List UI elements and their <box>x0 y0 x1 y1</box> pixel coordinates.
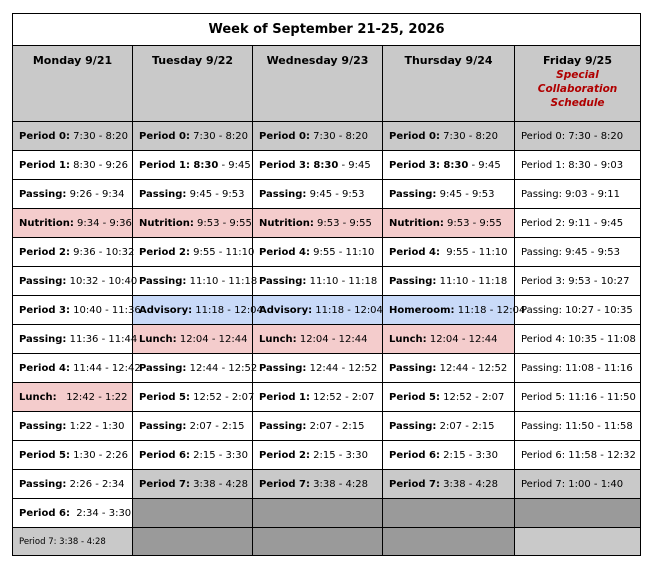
day-header-wednesday: Wednesday 9/23 <box>253 46 383 122</box>
slot-thursday <box>383 267 515 296</box>
slot-friday <box>515 470 641 499</box>
slot-thursday <box>383 238 515 267</box>
slot-time: 11:18 - 12:04 <box>312 304 383 316</box>
slot-time: 12:44 - 12:52 <box>306 362 378 374</box>
schedule-row <box>13 412 641 441</box>
slot-time: 2:07 - 2:15 <box>436 420 495 432</box>
slot-label: Passing: <box>19 420 67 432</box>
slot-friday <box>515 528 641 556</box>
slot-time: 2:07 - 2:15 <box>186 420 245 432</box>
slot-time: - 9:45 <box>218 159 251 171</box>
slot-thursday <box>383 354 515 383</box>
slot-label: Period 3: 8:30 <box>389 159 469 171</box>
slot-monday <box>13 267 138 296</box>
slot-wednesday <box>253 209 383 238</box>
friday-label: Friday 9/25 <box>543 54 612 67</box>
slot-time: 9:55 - 11:10 <box>309 246 375 258</box>
slot-label: Period 3: <box>19 304 70 316</box>
slot-time: 11:18 - 12:04 <box>192 304 263 316</box>
slot-label: Passing: <box>139 362 187 374</box>
schedule-table <box>12 13 641 556</box>
day-header-row <box>13 46 641 122</box>
slot-thursday <box>383 180 515 209</box>
slot-time: Period 0: 7:30 - 8:20 <box>521 130 624 142</box>
schedule-row <box>13 180 641 209</box>
slot-label: Lunch: <box>19 391 57 403</box>
slot-time: 12:52 - 2:07 <box>189 391 255 403</box>
slot-label: Passing: <box>19 333 67 345</box>
slot-label: Homeroom: <box>389 304 455 316</box>
slot-label: Advisory: <box>259 304 313 316</box>
slot-time: 10:32 - 10:40 <box>66 275 138 287</box>
slot-time: 9:55 - 11:10 <box>189 246 255 258</box>
slot-label: Period 4: <box>259 246 310 258</box>
slot-monday <box>13 151 133 180</box>
slot-time: Period 2: 9:11 - 9:45 <box>521 217 624 229</box>
slot-label: Period 0: <box>139 130 190 142</box>
day-header-thursday: Thursday 9/24 <box>383 46 515 122</box>
slot-time: Period 4: 10:35 - 11:08 <box>521 333 636 345</box>
slot-friday <box>515 383 641 412</box>
slot-thursday <box>383 151 515 180</box>
slot-monday <box>13 441 133 470</box>
slot-wednesday <box>253 441 383 470</box>
schedule-row <box>13 499 641 528</box>
slot-time: 9:26 - 9:34 <box>66 188 125 200</box>
slot-time: - 9:45 <box>338 159 371 171</box>
slot-time: 9:53 - 9:55 <box>313 217 372 229</box>
slot-time: 11:18 - 12:04 <box>454 304 526 316</box>
slot-wednesday <box>253 470 383 499</box>
slot-monday <box>13 180 133 209</box>
slot-monday <box>13 412 133 441</box>
slot-label: Period 7: <box>389 478 440 490</box>
slot-label: Nutrition: <box>139 217 194 229</box>
slot-label: Period 1: <box>259 391 310 403</box>
slot-time: 2:26 - 2:34 <box>66 478 125 490</box>
slot-time: 3:38 - 4:28 <box>189 478 248 490</box>
slot-label: Nutrition: <box>389 217 444 229</box>
slot-label: Period 0: <box>389 130 440 142</box>
slot-label: Passing: <box>389 275 437 287</box>
slot-friday <box>515 209 641 238</box>
slot-time: 9:45 - 9:53 <box>436 188 495 200</box>
slot-time: 9:53 - 9:55 <box>443 217 502 229</box>
slot-time: 3:38 - 4:28 <box>439 478 498 490</box>
slot-time: 7:30 - 8:20 <box>309 130 368 142</box>
slot-label: Period 6: <box>389 449 440 461</box>
slot-label: Passing: <box>19 188 67 200</box>
schedule-row <box>13 383 641 412</box>
slot-tuesday <box>133 383 253 412</box>
slot-time: 1:30 - 2:26 <box>69 449 128 461</box>
slot-label: Period 4: <box>19 362 70 374</box>
slot-thursday <box>383 325 515 354</box>
slot-monday <box>13 209 133 238</box>
slot-time: 9:45 - 9:53 <box>186 188 245 200</box>
slot-wednesday <box>253 383 383 412</box>
slot-label: Lunch: <box>139 333 177 345</box>
slot-friday <box>515 412 641 441</box>
slot-time: Passing: 10:27 - 10:35 <box>521 304 633 316</box>
schedule-row <box>13 151 641 180</box>
slot-thursday <box>383 209 515 238</box>
slot-tuesday <box>133 528 253 556</box>
slot-time: Period 6: 11:58 - 12:32 <box>521 449 636 461</box>
slot-label: Period 2: <box>259 449 310 461</box>
slot-label: Period 2: <box>19 246 70 258</box>
slot-tuesday <box>133 151 253 180</box>
schedule-body <box>13 122 641 556</box>
slot-label: Period 0: <box>19 130 70 142</box>
slot-monday <box>13 325 138 354</box>
slot-time: 7:30 - 8:20 <box>69 130 128 142</box>
slot-monday <box>13 354 141 383</box>
slot-label: Passing: <box>389 420 437 432</box>
friday-special-note: Special Collaboration Schedule <box>537 69 618 109</box>
slot-tuesday <box>133 499 253 528</box>
slot-time: 12:52 - 2:07 <box>309 391 375 403</box>
day-header-friday <box>515 46 641 122</box>
slot-wednesday <box>253 151 383 180</box>
schedule-row <box>13 122 641 151</box>
slot-tuesday <box>133 267 258 296</box>
slot-tuesday <box>133 296 263 325</box>
slot-label: Passing: <box>389 188 437 200</box>
slot-time: 3:38 - 4:28 <box>309 478 368 490</box>
slot-friday <box>515 151 641 180</box>
slot-friday <box>515 499 641 528</box>
slot-label: Period 3: 8:30 <box>259 159 339 171</box>
slot-thursday <box>383 528 515 556</box>
slot-thursday <box>383 499 515 528</box>
slot-label: Period 5: <box>19 449 70 461</box>
slot-time: Passing: 11:08 - 11:16 <box>521 362 633 374</box>
slot-time: 2:15 - 3:30 <box>439 449 498 461</box>
slot-thursday <box>383 441 515 470</box>
slot-wednesday <box>253 296 383 325</box>
schedule-row <box>13 528 641 556</box>
slot-tuesday <box>133 122 253 151</box>
slot-time: Period 1: 8:30 - 9:03 <box>521 159 624 171</box>
slot-wednesday <box>253 267 383 296</box>
slot-time: 9:45 - 9:53 <box>306 188 365 200</box>
slot-time: 2:15 - 3:30 <box>309 449 368 461</box>
slot-monday <box>13 383 133 412</box>
slot-tuesday <box>133 238 253 267</box>
slot-time: 12:42 - 1:22 <box>56 391 128 403</box>
slot-time: 1:22 - 1:30 <box>66 420 125 432</box>
schedule-row <box>13 209 641 238</box>
slot-tuesday <box>133 412 253 441</box>
slot-label: Passing: <box>139 188 187 200</box>
slot-label: Period 6: <box>19 507 70 519</box>
schedule-row <box>13 441 641 470</box>
schedule-row <box>13 470 641 499</box>
slot-time: 12:04 - 12:44 <box>296 333 368 345</box>
slot-time: 12:44 - 12:52 <box>436 362 508 374</box>
slot-wednesday <box>253 354 383 383</box>
slot-label: Period 0: <box>259 130 310 142</box>
slot-tuesday <box>133 209 253 238</box>
slot-wednesday <box>253 122 383 151</box>
slot-friday <box>515 122 641 151</box>
slot-time: 9:55 - 11:10 <box>439 246 508 258</box>
schedule-row <box>13 325 641 354</box>
slot-friday <box>515 267 641 296</box>
schedule-row <box>13 238 641 267</box>
schedule-row <box>13 267 641 296</box>
slot-friday <box>515 180 641 209</box>
slot-wednesday <box>253 528 383 556</box>
slot-monday <box>13 528 133 556</box>
slot-label: Nutrition: <box>259 217 314 229</box>
slot-tuesday <box>133 470 253 499</box>
slot-wednesday <box>253 325 383 354</box>
slot-time: 11:10 - 11:18 <box>186 275 258 287</box>
slot-time: 12:04 - 12:44 <box>176 333 248 345</box>
slot-wednesday <box>253 499 383 528</box>
slot-thursday <box>383 470 515 499</box>
slot-label: Period 1: <box>19 159 70 171</box>
slot-tuesday <box>133 325 253 354</box>
slot-monday <box>13 296 141 325</box>
slot-tuesday <box>133 441 253 470</box>
slot-time: 2:15 - 3:30 <box>189 449 248 461</box>
slot-label: Passing: <box>389 362 437 374</box>
slot-time: 12:44 - 12:52 <box>186 362 258 374</box>
slot-monday <box>13 238 133 267</box>
slot-time: 2:07 - 2:15 <box>306 420 365 432</box>
slot-wednesday <box>253 180 383 209</box>
slot-time: - 9:45 <box>468 159 501 171</box>
slot-label: Passing: <box>259 188 307 200</box>
slot-label: Lunch: <box>389 333 427 345</box>
slot-label: Period 1: 8:30 <box>139 159 219 171</box>
slot-time: Passing: 11:50 - 11:58 <box>521 420 633 432</box>
schedule-row <box>13 296 641 325</box>
slot-time: 7:30 - 8:20 <box>189 130 248 142</box>
slot-label: Period 2: <box>139 246 190 258</box>
slot-label: Passing: <box>19 275 67 287</box>
slot-friday <box>515 354 641 383</box>
slot-label: Passing: <box>259 362 307 374</box>
slot-time: 8:30 - 9:26 <box>69 159 128 171</box>
slot-friday <box>515 441 641 470</box>
slot-monday <box>13 122 133 151</box>
slot-monday <box>13 499 133 528</box>
slot-tuesday <box>133 180 253 209</box>
slot-time: Period 7: 1:00 - 1:40 <box>521 478 624 490</box>
slot-label: Period 6: <box>139 449 190 461</box>
slot-time: Period 3: 9:53 - 10:27 <box>521 275 630 287</box>
slot-friday <box>515 238 641 267</box>
slot-label: Passing: <box>139 420 187 432</box>
slot-time: 11:10 - 11:18 <box>436 275 508 287</box>
slot-time: Passing: 9:03 - 9:11 <box>521 188 621 200</box>
slot-wednesday <box>253 412 383 441</box>
slot-time: 11:44 - 12:42 <box>69 362 141 374</box>
slot-time: 7:30 - 8:20 <box>439 130 498 142</box>
slot-time: Passing: 9:45 - 9:53 <box>521 246 621 258</box>
slot-thursday <box>383 383 515 412</box>
slot-friday <box>515 325 641 354</box>
slot-time: Period 5: 11:16 - 11:50 <box>521 391 636 403</box>
slot-label: Period 7: <box>259 478 310 490</box>
slot-wednesday <box>253 238 383 267</box>
slot-label: Passing: <box>19 478 67 490</box>
slot-label: Lunch: <box>259 333 297 345</box>
slot-label: Passing: <box>259 275 307 287</box>
slot-label: Nutrition: <box>19 217 74 229</box>
slot-time: 10:40 - 11:36 <box>69 304 141 316</box>
slot-thursday <box>383 296 526 325</box>
slot-label: Period 5: <box>139 391 190 403</box>
slot-time: Period 7: 3:38 - 4:28 <box>19 536 106 547</box>
slot-label: Passing: <box>139 275 187 287</box>
slot-thursday <box>383 122 515 151</box>
slot-label: Period 7: <box>139 478 190 490</box>
schedule-title: Week of September 21-25, 2026 <box>13 14 641 46</box>
slot-thursday <box>383 412 515 441</box>
slot-label: Passing: <box>259 420 307 432</box>
slot-time: 11:10 - 11:18 <box>306 275 378 287</box>
slot-time: 11:36 - 11:44 <box>66 333 138 345</box>
slot-label: Advisory: <box>139 304 193 316</box>
schedule-row <box>13 354 641 383</box>
slot-tuesday <box>133 354 258 383</box>
day-header-monday: Monday 9/21 <box>13 46 133 122</box>
day-header-tuesday: Tuesday 9/22 <box>133 46 253 122</box>
slot-time: 9:36 - 10:32 <box>69 246 135 258</box>
slot-label: Period 5: <box>389 391 440 403</box>
slot-time: 12:04 - 12:44 <box>426 333 498 345</box>
slot-time: 9:34 - 9:36 <box>73 217 132 229</box>
slot-friday <box>515 296 641 325</box>
slot-time: 12:52 - 2:07 <box>439 391 505 403</box>
slot-time: 9:53 - 9:55 <box>193 217 252 229</box>
slot-monday <box>13 470 133 499</box>
slot-label: Period 4: <box>389 246 440 258</box>
slot-time: 2:34 - 3:30 <box>69 507 132 519</box>
